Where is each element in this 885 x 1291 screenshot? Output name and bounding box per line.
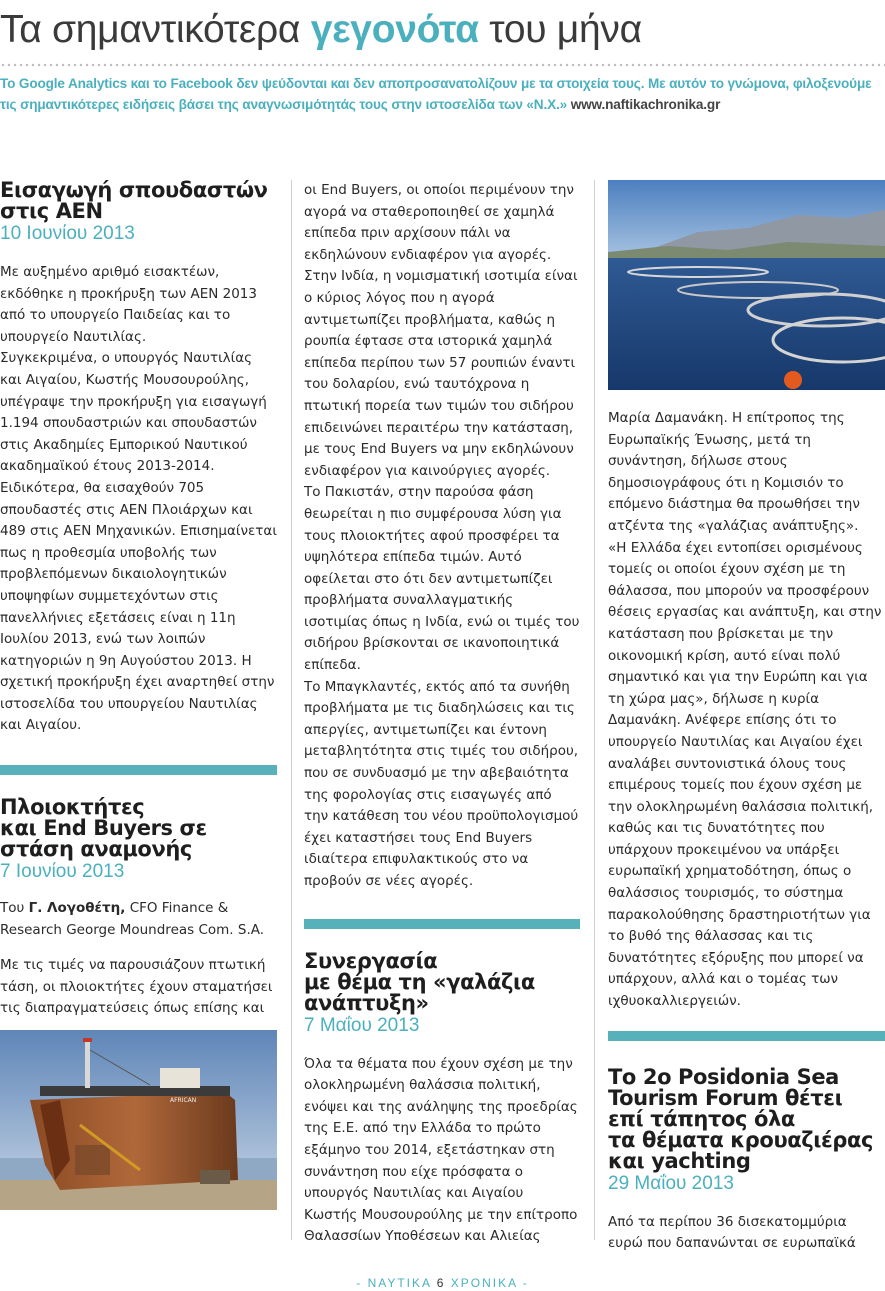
article-posidonia — [608, 1064, 885, 1255]
column-divider — [594, 180, 595, 1240]
column-divider — [291, 180, 292, 1240]
ship-breaking-photo — [0, 1030, 277, 1210]
article-date: 10 Ιουνίου 2013 — [0, 223, 135, 244]
headline-aen — [0, 180, 277, 222]
byline — [0, 898, 277, 941]
article-paragraph: Με αυξημένο αριθμό εισακτέων, εκδόθηκε η προκήρυξη των ΑΕΝ 2013 από το υπουργείο Παιδείας και το υπουργείο Ναυτιλίας. — [0, 264, 257, 345]
section-divider-bar — [304, 919, 580, 929]
byline-prefix: Του — [0, 900, 25, 917]
article-paragraph: Όλα τα θέματα που έχουν σχέση με την ολοκληρωμένη θαλάσσια πολιτική, ενόψει και της ανάληψης της προεδρίας της Ε.Ε. από την Ελλάδα το πρώτο εξάμηνο του 2014, εξετάστηκαν στη συνάντηση που είχε πρόσφατα ο υπουργός Ναυτιλίας και Αιγαίου Κωστής Μουσουρούλης με την επίτροπο Θαλασσίων Υποθέσεων και Αλιείας — [304, 1055, 578, 1245]
article-paragraph: Το Μπαγκλαντές, εκτός από τα συνήθη προβλήματα με τις διαδηλώσεις και τις απεργίες, αντιμετωπίζει και έντονη μεταβλητότητα στις τιμές του σιδήρου, που σε συνδυασμό με την αβεβαιότητα της φορολογίας στις εισαγωγές από την κατάθεση του νέου προϋπολογισμού έχει καταστήσει τους End Buyers ιδιαίτερα επιφυλακτικούς στο να προβούν σε νέες αγορές. — [304, 678, 579, 889]
headline-line: Συνεργασία — [304, 948, 438, 973]
title-accent: γεγονότα — [310, 8, 479, 51]
headline-line: και End Buyers σε — [0, 816, 207, 841]
page-title — [0, 4, 885, 56]
article-aen — [0, 180, 277, 737]
footer-left: - ΝΑΥΤΙΚΑ — [356, 1276, 432, 1290]
article-paragraph: «Η Ελλάδα έχει εντοπίσει ορισμένους τομείς οι οποίοι έχουν σχέση με τη θάλασσα, που μπορούν να προσφέρουν θέσεις εργασίας και ανάπτυξη, και στην κατάσταση που βρίσκεται με την οικονομική κρίση, αυτό είναι πολύ σημαντικό και για την Ευρώπη και για τη χώρα μας», δήλωσε η κυρία Δαμανάκη. Ανέφερε επίσης ότι το υπουργείο Ναυτιλίας και Αιγαίου έχει αναλάβει συντονιστικά όλους τους επιμέρους τομείς που έχουν σχέση με την ολοκληρωμένη θαλάσσια πολιτική, καθώς και τις δυνατότητες που υπάρχουν προκειμένου να υπάρξει ευρωπαϊκή χρηματοδότηση, όπως ο θαλάσσιος τουρισμός, το σύστημα παρακολούθησης δραστηριοτήτων για το βυθό της θάλασσας και τις δυνατότητες εξόρυξης που μπορεί να υπάρχουν, αλλά και ο τομέας των ιχθυοκαλλιεργειών. — [608, 539, 882, 1010]
headline-line: τα θέματα κρουαζιέρας — [608, 1127, 874, 1152]
article-paragraph: Από τα περίπου 36 δισεκατομμύρια ευρώ που δαπανώνται σε ευρωπαϊκά — [608, 1213, 856, 1252]
article-paragraph: Μαρία Δαμανάκη. Η επίτροπος της Ευρωπαϊκής Ένωσης, μετά τη συνάντηση, δήλωσε στους δημοσιογράφους ότι η Κομισιόν το επόμενο διάστημα θα προωθήσει την ατζέντα της «γαλάζιας ανάπτυξης». — [608, 410, 860, 534]
title-prefix: Τα σημαντικότερα — [0, 8, 301, 51]
article-date: 7 Μαΐου 2013 — [304, 1014, 420, 1036]
byline-name: Γ. Λογοθέτη, — [28, 900, 126, 917]
section-divider-bar — [608, 1031, 885, 1041]
title-suffix: του μήνα — [489, 8, 642, 51]
headline-line: στάση αναμονής — [0, 837, 192, 862]
headline-posidonia — [608, 1064, 885, 1173]
intro-paragraph — [0, 73, 885, 115]
headline-line: Πλοιοκτήτες — [0, 795, 145, 820]
headline-line: Το 2ο Posidonia Sea — [608, 1064, 839, 1089]
headline-line: και yachting — [608, 1148, 751, 1173]
article-date: 7 Ιουνίου 2013 — [0, 861, 125, 883]
article-date: 29 Μαΐου 2013 — [608, 1172, 734, 1194]
headline-line: Εισαγωγή σπουδαστών — [0, 178, 268, 202]
section-divider-bar — [0, 765, 277, 775]
article-endbuyers — [0, 797, 277, 1210]
fish-farm-photo — [608, 180, 885, 390]
headline-line: στις ΑΕΝ — [0, 199, 103, 223]
intro-text: Το Google Analytics και το Facebook δεν ψεύδονται και δεν αποπροσανατολίζουν με τα στοιχεία τους. Με αυτόν το γνώμονα, φιλοξενούμε τις σημαντικότερες ειδήσεις βάσει της αναγνωσιμότητάς τους στην ιστοσελίδα των «Ν.Χ.» — [0, 76, 872, 112]
headline-endbuyers — [0, 797, 277, 860]
article-paragraph: Το Πακιστάν, στην παρούσα φάση θεωρείται η πιο συμφέρουσα λύση για τους πλοιοκτήτες αφού προσφέρει τα υψηλότερα επίπεδα τιμών. Αυτό οφείλεται στο ότι δεν αντιμετωπίζει προβλήματα συναλλαγματικής ισοτιμίας όπως η Ινδία, ενώ οι τιμές του σιδήρου βρίσκονται σε ικανοποιητικά επίπεδα. — [304, 484, 580, 674]
ship-name-label: AFRICAN — [170, 1097, 197, 1105]
page-footer — [0, 1276, 885, 1290]
site-link[interactable]: www.naftikachronika.gr — [570, 97, 721, 112]
headline-line: με θέμα τη «γαλάζια — [304, 969, 535, 994]
headline-line: Tourism Forum θέτει — [608, 1085, 843, 1110]
footer-right: ΧΡΟΝΙΚΑ - — [450, 1276, 529, 1290]
byline-role: CFO Finance & Research George Moundreas Com. S.A. — [0, 900, 265, 938]
column-2 — [304, 180, 580, 1248]
article-galazia — [304, 948, 580, 1248]
page-number: 6 — [436, 1276, 446, 1290]
headline-line: ανάπτυξη» — [304, 990, 429, 1015]
column-3 — [608, 180, 885, 1255]
article-paragraph: Συγκεκριμένα, ο υπουργός Ναυτιλίας και Αιγαίου, Κωστής Μουσουρούλης, υπέγραψε την προκήρυξη για εισαγωγή 1.194 σπουδαστριών και σπουδαστών στις Ακαδημίες Εμπορικού Ναυτικού ακαδημαϊκού έτους 2013-2014. Ειδικότερα, θα εισαχθούν 705 σπουδαστές στις ΑΕΝ Πλοιάρχων και 489 στις ΑΕΝ Μηχανικών. Επισημαίνεται πως η προθεσμία υποβολής των προβλεπόμενων δικαιολογητικών υποψηφίων συμμετεχόντων στις πανελλήνιες εξετάσεις είναι η 11η Ιουλίου 2013, ενώ των λοιπών κατηγοριών η 9η Αυγούστου 2013. Η σχετική προκήρυξη έχει αναρτηθεί στην ιστοσελίδα του υπουργείου Ναυτιλίας και Αιγαίου. — [0, 350, 277, 734]
article-paragraph: Με τις τιμές να παρουσιάζουν πτωτική τάση, οι πλοιοκτήτες έχουν σταματήσει τις διαπραγματεύσεις όπως επίσης και — [0, 957, 273, 1017]
headline-line: επί τάπητος όλα — [608, 1106, 795, 1131]
article-paragraph: οι End Buyers, οι οποίοι περιμένουν την αγορά να σταθεροποιηθεί σε χαμηλά επίπεδα πριν αρχίσουν πάλι να εκδηλώνουν ενδιαφέρον για αγορές. Στην Ινδία, η νομισματική ισοτιμία είναι ο κύριος λόγος που η αγορά αντιμετωπίζει προβλήματα, καθώς η ρουπία έφτασε στα ιστορικά χαμηλά επίπεδα περίπου των 57 ρουπιών έναντι του δολαρίου, ενώ ταυτόχρονα η πτωτική πορεία των τιμών του σιδήρου επιδεινώνει περαιτέρω την κατάσταση, με τους End Buyers να μην εκδηλώνουν ενδιαφέρον για καινούργιες αγορές. — [304, 182, 578, 479]
title-dotted-rule — [0, 63, 885, 67]
column-1 — [0, 180, 277, 1210]
headline-galazia — [304, 948, 580, 1015]
